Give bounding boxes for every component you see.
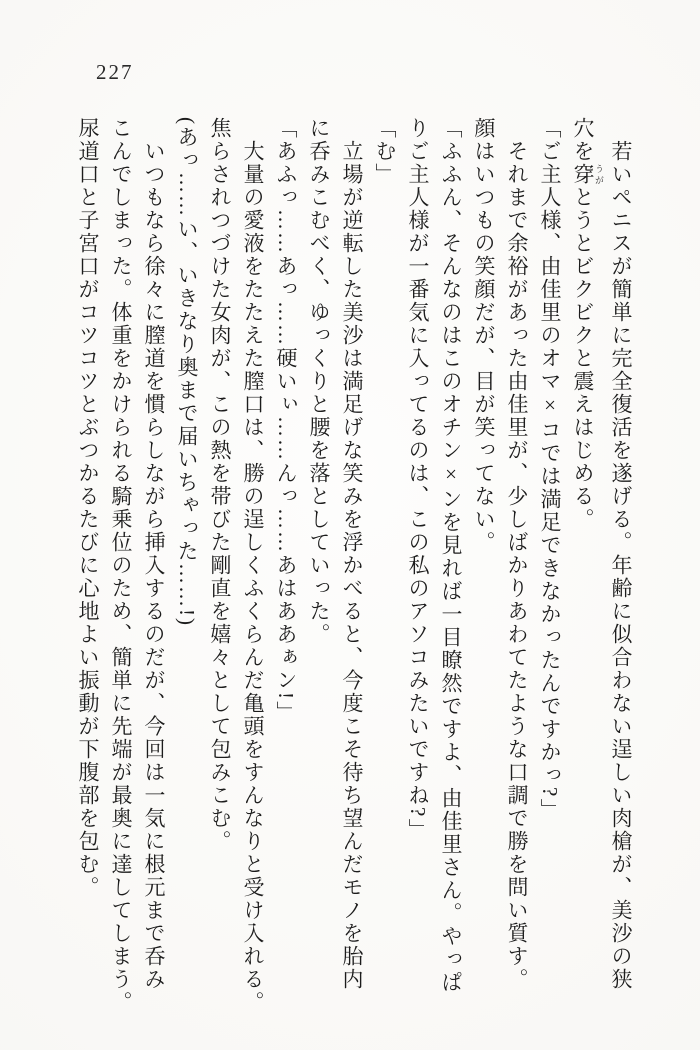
- text-line: 顔はいつもの笑顔だが、目が笑ってない。: [472, 117, 496, 554]
- text-line: 「あふっ……あっ……硬いぃ……んっ……あはああぁン!」: [274, 117, 298, 724]
- vertical-text-block: [71, 117, 637, 1014]
- page-number: 227: [96, 60, 134, 84]
- text-line: りご主人様が一番気に入ってるのは、この私のアソコみたいですね?」: [406, 117, 430, 842]
- text-line: こんでしまった。体重をかけられる騎乗位のため、簡単に先端が最奥に達してしまう。: [109, 117, 133, 1014]
- text-line: 立場が逆転した美沙は満足げな笑みを浮かべると、今度こそ待ち望んだモノを胎内: [340, 140, 364, 991]
- text-line: 尿道口と子宮口がコツコツとぶつかるたびに心地よい振動が下腹部を包む。: [76, 117, 100, 899]
- text-line: いつもなら徐々に膣道を慣らしながら挿入するのだが、今回は一気に根元まで呑み: [142, 140, 166, 991]
- furigana-annotation: 穿 うが: [571, 163, 604, 186]
- text-line: 若いペニスが簡単に完全復活を遂げる。年齢に似合わない逞しい肉槍が、美沙の狭: [609, 140, 633, 991]
- text-line: 「ご主人様、由佳里のオマ×コでは満足できなかったんですかっ?」: [538, 117, 562, 822]
- text-line: 「む」: [373, 117, 397, 186]
- text-line: 「ふふん、そんなのはこのオチン×ンを見れば一目瞭然ですよ、由佳里さん。やっぱ: [439, 117, 463, 994]
- text-line: 焦らされつづけた女肉が、この熱を帯びた剛直を嬉々として包みこむ。: [208, 117, 232, 853]
- text-line: 穴を穿 うがとうとビクビクと震えはじめる。: [571, 117, 604, 531]
- text-line: 大量の愛液をたたえた膣口は、勝の逞しくふくらんだ亀頭をすんなりと受け入れる。: [241, 140, 265, 1014]
- text-line: それまで余裕があった由佳里が、少しばかりあわてたような口調で勝を問い質す。: [505, 140, 529, 991]
- text-line: に呑みこむべく、ゆっくりと腰を落としていった。: [307, 117, 331, 646]
- text-line: (あっ……い、いきなり奥まで届いちゃった……!): [175, 117, 199, 627]
